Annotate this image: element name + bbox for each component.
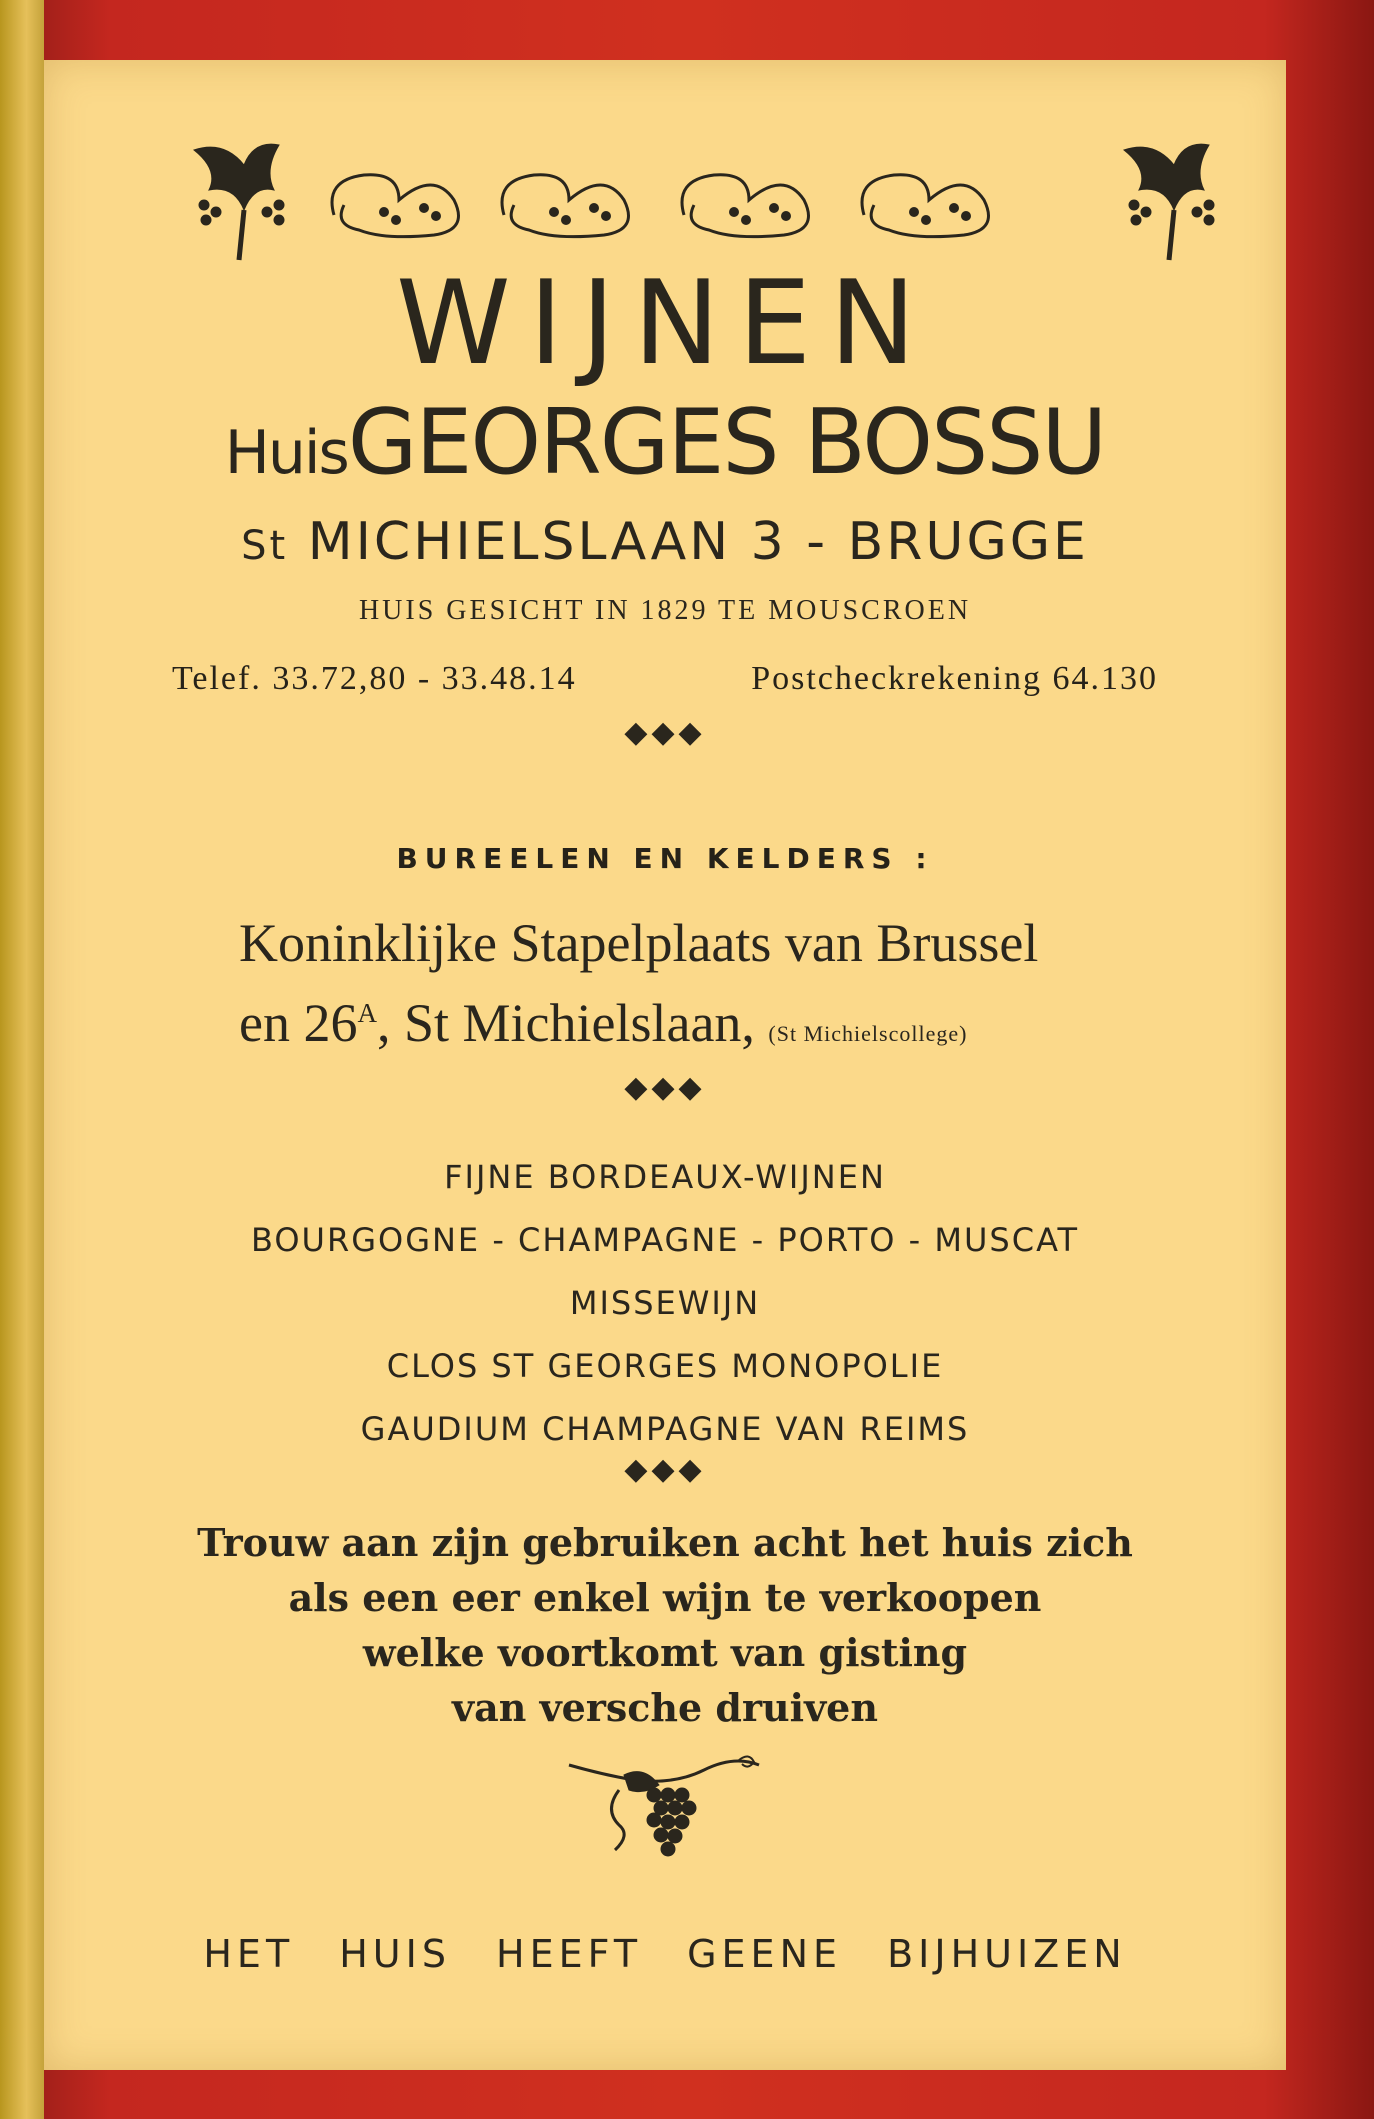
wine-line: GAUDIUM CHAMPAGNE VAN REIMS	[360, 1410, 970, 1448]
creed-line: van versche druiven	[452, 1685, 878, 1730]
wine-line: FIJNE BORDEAUX-WIJNEN	[444, 1158, 886, 1196]
founded-line: HUIS GESICHT IN 1829 TE MOUSCROEN	[358, 595, 972, 626]
creed-line: als een eer enkel wijn te verkoopen	[288, 1575, 1042, 1620]
footer-note: HET HUIS HEEFT GEENE BIJHUIZEN	[203, 1932, 1127, 1976]
address-main: MICHIELSLAAN 3 - BRUGGE	[307, 512, 1089, 572]
advert-page	[44, 60, 1286, 2070]
vine-leaf-grape-border-icon	[184, 120, 1224, 270]
offices-note: (St Michielscollege)	[768, 1021, 968, 1046]
creed-line: welke voortkomt van gisting	[362, 1630, 968, 1675]
offices-line-2-sup: A	[357, 998, 377, 1028]
page-title: WIJNEN	[396, 256, 934, 391]
tel-label: Telef.	[172, 660, 262, 697]
offices-heading: BUREELEN EN KELDERS :	[396, 842, 934, 875]
wine-line: CLOS ST GEORGES MONOPOLIE	[386, 1347, 944, 1385]
giro-value: 64.130	[1052, 660, 1158, 697]
diamond-separator: ◆◆◆	[624, 716, 706, 749]
diamond-separator: ◆◆◆	[624, 1071, 706, 1104]
house-name-main: GEORGES BOSSU	[347, 390, 1106, 495]
wine-line: MISSEWIJN	[569, 1284, 761, 1322]
address	[44, 512, 1286, 572]
address-prefix: St	[241, 523, 289, 569]
giro-account	[751, 660, 1158, 698]
wine-line: BOURGOGNE - CHAMPAGNE - PORTO - MUSCAT	[250, 1221, 1080, 1259]
telephone	[172, 660, 577, 698]
grape-cluster-icon	[564, 1750, 774, 1870]
offices-line-2	[239, 992, 967, 1054]
house-prefix: Huis	[224, 418, 348, 488]
creed-line: Trouw aan zijn gebruiken acht het huis zich	[197, 1520, 1133, 1565]
facing-page-edge	[0, 0, 44, 2119]
diamond-separator: ◆◆◆	[624, 1453, 706, 1486]
house-name	[44, 390, 1286, 495]
offices-line-2-rest: , St Michielslaan,	[376, 993, 755, 1053]
offices-line-1: Koninklijke Stapelplaats van Brussel	[239, 913, 1039, 973]
tel-value: 33.72,80 - 33.48.14	[272, 660, 577, 697]
giro-label: Postcheckrekening	[751, 660, 1042, 697]
offices-line-2-prefix: en 26	[239, 993, 358, 1053]
